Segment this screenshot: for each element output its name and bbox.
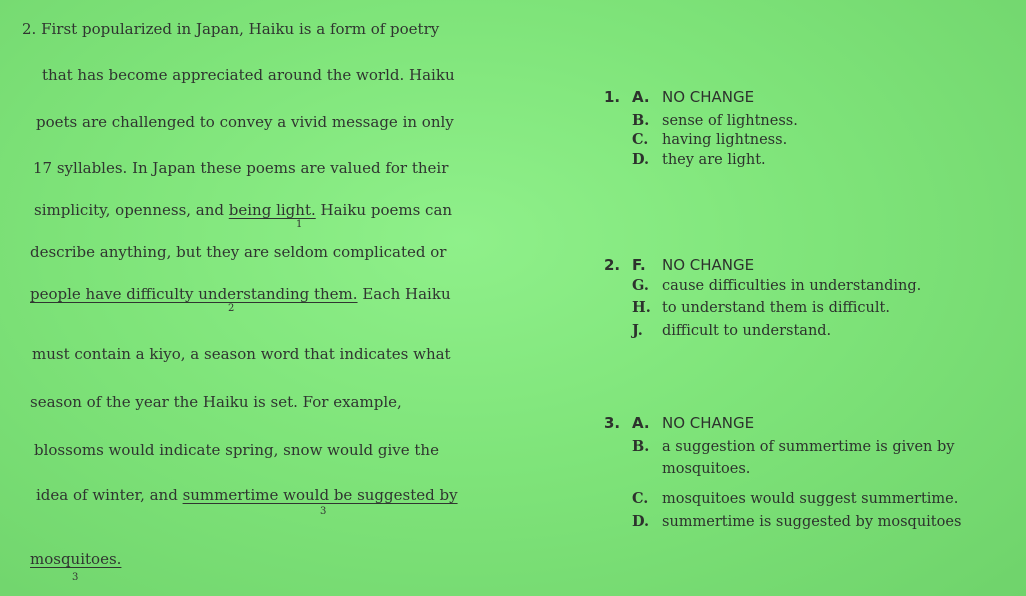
option-d[interactable]: D. they are light. — [632, 151, 766, 168]
passage-line-5: simplicity, openness, and being light. Haiku poems can — [34, 201, 453, 219]
underlined-phrase-2: people have difficulty understanding them. — [30, 285, 358, 303]
item-number: 2. — [22, 20, 37, 38]
marker-1: 1 — [296, 219, 303, 230]
option-c[interactable]: C. mosquitoes would suggest summertime. — [632, 490, 959, 507]
passage-line-7: people have difficulty understanding them. Each Haiku — [30, 285, 451, 303]
underlined-phrase-3: summertime would be suggested by — [182, 486, 458, 504]
option-f[interactable]: F. NO CHANGE — [632, 256, 755, 274]
question-number: 3. — [604, 414, 621, 432]
passage-line-12 — [30, 550, 121, 568]
passage-line-6: describe anything, but they are seldom complicated or — [30, 243, 447, 261]
option-h[interactable]: H. to understand them is difficult. — [632, 299, 890, 316]
passage-line-1: 2. First popularized in Japan, Haiku is a form of poetry — [22, 20, 440, 38]
option-c[interactable]: C. having lightness. — [632, 131, 788, 148]
passage-line-10: blossoms would indicate spring, snow would give the — [34, 441, 439, 459]
option-b[interactable]: B. a suggestion of summertime is given by — [632, 438, 955, 455]
option-a[interactable]: A. NO CHANGE — [632, 414, 755, 432]
passage-line-2: that has become appreciated around the world. Haiku — [42, 66, 455, 84]
question-number: 1. — [604, 88, 621, 106]
question-number: 2. — [604, 256, 621, 274]
passage-line-11: idea of winter, and summertime would be suggested by — [36, 486, 458, 504]
underlined-phrase-4: mosquitoes. — [30, 550, 122, 568]
marker-4: 3 — [72, 572, 79, 583]
option-b-continued: mosquitoes. — [662, 461, 751, 477]
marker-2: 2 — [228, 303, 235, 314]
marker-3: 3 — [320, 506, 327, 517]
option-a[interactable]: A. NO CHANGE — [632, 88, 755, 106]
passage-line-3: poets are challenged to convey a vivid message in only — [36, 113, 454, 131]
option-j[interactable]: J. difficult to understand. — [632, 322, 832, 339]
passage-line-8: must contain a kiyo, a season word that indicates what — [32, 345, 451, 363]
option-b[interactable]: B. sense of lightness. — [632, 112, 798, 129]
option-d[interactable]: D. summertime is suggested by mosquitoes — [632, 513, 962, 530]
underlined-phrase-1: being light. — [228, 201, 316, 219]
passage-line-9: season of the year the Haiku is set. For example, — [30, 393, 402, 411]
option-g[interactable]: G. cause difficulties in understanding. — [632, 277, 922, 294]
passage-line-4: 17 syllables. In Japan these poems are valued for their — [33, 159, 449, 177]
